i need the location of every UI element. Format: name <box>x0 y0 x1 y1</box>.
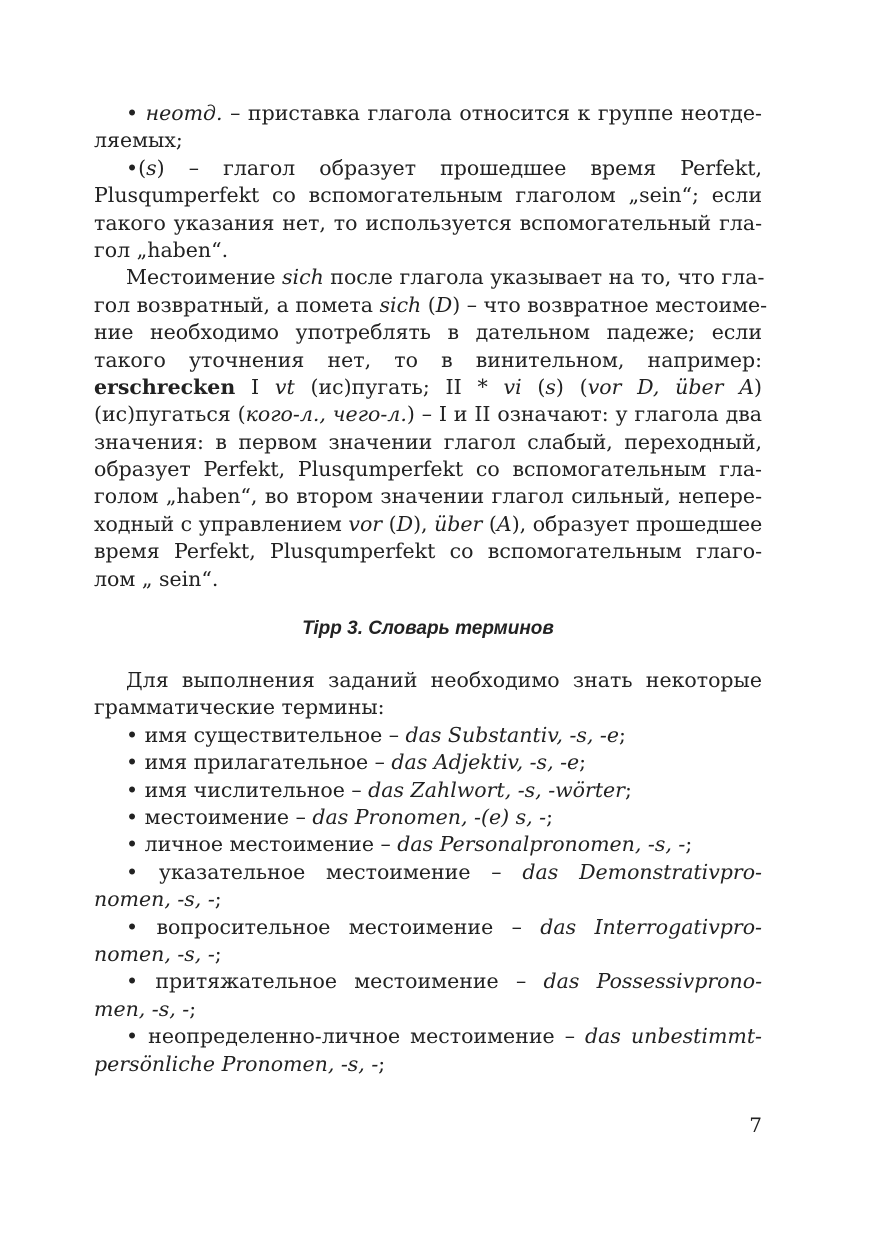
punct: ; <box>625 777 632 802</box>
punct: ; <box>189 996 197 1021</box>
term-ru: неопределенно-личное местоимение – <box>148 1024 586 1049</box>
term-de: persönliche Pronomen, -s, - <box>94 1051 379 1076</box>
term-continuation <box>94 886 762 913</box>
text: после глагола указывает на то, что гла- <box>323 265 765 290</box>
bullet-icon: • <box>126 750 139 775</box>
text-line: образует Perfekt, Plusqumperfekt со вспомогательным гла- <box>94 457 762 482</box>
term-item <box>94 804 762 831</box>
text-line: голом „haben“, во втором значении глагол сильный, непере- <box>94 484 762 509</box>
bullet-icon: • <box>126 155 139 180</box>
text-line: такого указания нет, то используется вспомогательный гла- <box>94 210 762 235</box>
term-item <box>94 777 762 804</box>
text: ), образует прошедшее <box>511 511 763 536</box>
italic-text: vor D, über A <box>587 374 754 399</box>
italic-text: D <box>396 511 414 536</box>
text-line: значения: в первом значении глагол слабый, переходный, <box>94 429 762 454</box>
text: Местоимение <box>126 265 283 290</box>
bullet-icon: • <box>126 722 139 747</box>
text-line: ние необходимо употреблять в дательном падеже; если <box>94 320 762 345</box>
bullet-icon: • <box>126 969 139 994</box>
term-ru: имя прилагательное – <box>144 750 392 775</box>
bullet-item-s <box>94 155 762 182</box>
term-item <box>94 1023 762 1050</box>
paragraph-line <box>94 374 762 401</box>
bold-headword: erschrecken <box>94 374 236 399</box>
paragraph-line <box>94 264 765 291</box>
text: ( <box>138 155 147 180</box>
text: ( <box>421 292 436 317</box>
term-de: das Zahlwort, -s, -wörter <box>368 777 625 802</box>
italic-text: vt <box>274 374 295 399</box>
term-ru: притяжательное местоимение – <box>155 969 544 994</box>
term-de: das Demonstrativpro- <box>522 859 762 884</box>
italic-text: sich <box>282 265 324 290</box>
term-item <box>94 859 762 886</box>
text-line: гол „haben“. <box>94 237 229 262</box>
italic-text: D <box>435 292 453 317</box>
punct: ; <box>378 1051 386 1076</box>
bullet-icon: • <box>126 777 139 802</box>
text: ) – что возвратное местоиме- <box>452 292 768 317</box>
term-item <box>94 749 762 776</box>
punct: ; <box>214 887 222 912</box>
term-ru: имя существительное – <box>144 722 406 747</box>
text: ( <box>482 511 497 536</box>
term-de: das Pronomen, -(e) s, - <box>312 804 547 829</box>
punct: ; <box>618 722 626 747</box>
text: (ис)пугаться ( <box>94 402 246 427</box>
bullet-icon: • <box>126 101 139 125</box>
paragraph-line <box>94 292 768 319</box>
page-number: 7 <box>749 1113 762 1137</box>
term-de: nomen, -s, - <box>94 941 215 966</box>
term-de: nomen, -s, - <box>94 887 215 912</box>
text-line: грамматические термины: <box>94 695 385 720</box>
term-item <box>94 831 762 858</box>
italic-text: vi <box>503 374 522 399</box>
text: ) <box>754 374 762 399</box>
term-de: men, -s, - <box>94 996 190 1021</box>
text-line: Для выполнения заданий необходимо знать некоторые <box>126 668 762 693</box>
text: – приставка глагола относится к группе неотде- <box>222 101 762 125</box>
italic-text: s <box>146 155 157 180</box>
punct: ; <box>214 941 222 966</box>
text-line: такого уточнения нет, то в винительном, например: <box>94 347 762 372</box>
bullet-icon: • <box>126 914 139 939</box>
text-line: время Perfekt, Plusqumperfekt со вспомогательным глаго- <box>94 539 762 564</box>
term-continuation <box>94 1051 762 1078</box>
italic-text: über <box>434 511 483 536</box>
bullet-icon: • <box>126 859 139 884</box>
italic-text: vor <box>348 511 383 536</box>
paragraph-line <box>94 511 762 538</box>
text: гол возвратный, а помета <box>94 292 380 317</box>
bullet-icon: • <box>126 832 139 857</box>
italic-text: sich <box>379 292 422 317</box>
section-heading: Tipp 3. Словарь терминов <box>302 618 554 640</box>
term-de: das Substantiv, -s, -e <box>405 722 619 747</box>
term-ru: вопросительное местоимение – <box>156 914 541 939</box>
text: ) – глагол образует прошедшее время Perfekt, <box>156 155 762 180</box>
text-line: Plusqumperfekt со вспомогательным глаголом „sein“; если <box>94 183 762 208</box>
bullet-item-neotd <box>94 100 762 127</box>
text: ходный с управлением <box>94 511 349 536</box>
abbr-neotd: неотд. <box>145 101 223 125</box>
text-line: лом „ sein“. <box>94 566 219 591</box>
term-item <box>94 722 762 749</box>
text: ), <box>413 511 435 536</box>
italic-text: A <box>496 511 512 536</box>
term-continuation <box>94 996 762 1023</box>
text: ) – I и II означают: у глагола два <box>406 402 762 427</box>
italic-text: s <box>545 374 556 399</box>
page-content <box>94 100 768 1078</box>
bullet-icon: • <box>126 1024 139 1049</box>
term-de: das Adjektiv, -s, -e <box>391 750 580 775</box>
bullet-icon: • <box>126 804 139 829</box>
punct: ; <box>579 750 587 775</box>
term-ru: указательное местоимение – <box>158 859 523 884</box>
punct: ; <box>546 804 553 829</box>
term-de: das Possessivprono- <box>543 969 762 994</box>
term-de: das Interrogativpro- <box>540 914 762 939</box>
text: (ис)пугать; II * <box>294 374 504 399</box>
text: ) ( <box>555 374 588 399</box>
italic-text: кого-л., чего-л. <box>245 402 407 427</box>
term-de: das unbestimmt- <box>585 1024 762 1049</box>
text-line: ляемых; <box>94 128 183 153</box>
term-continuation <box>94 941 762 968</box>
term-ru: личное местоимение – <box>144 832 398 857</box>
text: ( <box>382 511 397 536</box>
punct: ; <box>685 832 693 857</box>
term-ru: местоимение – <box>144 804 313 829</box>
term-ru: имя числительное – <box>144 777 369 802</box>
paragraph-line <box>94 401 762 428</box>
term-item <box>94 968 762 995</box>
term-item <box>94 914 762 941</box>
text: I <box>235 374 275 399</box>
text: ( <box>521 374 546 399</box>
term-de: das Personalpronomen, -s, - <box>397 832 686 857</box>
